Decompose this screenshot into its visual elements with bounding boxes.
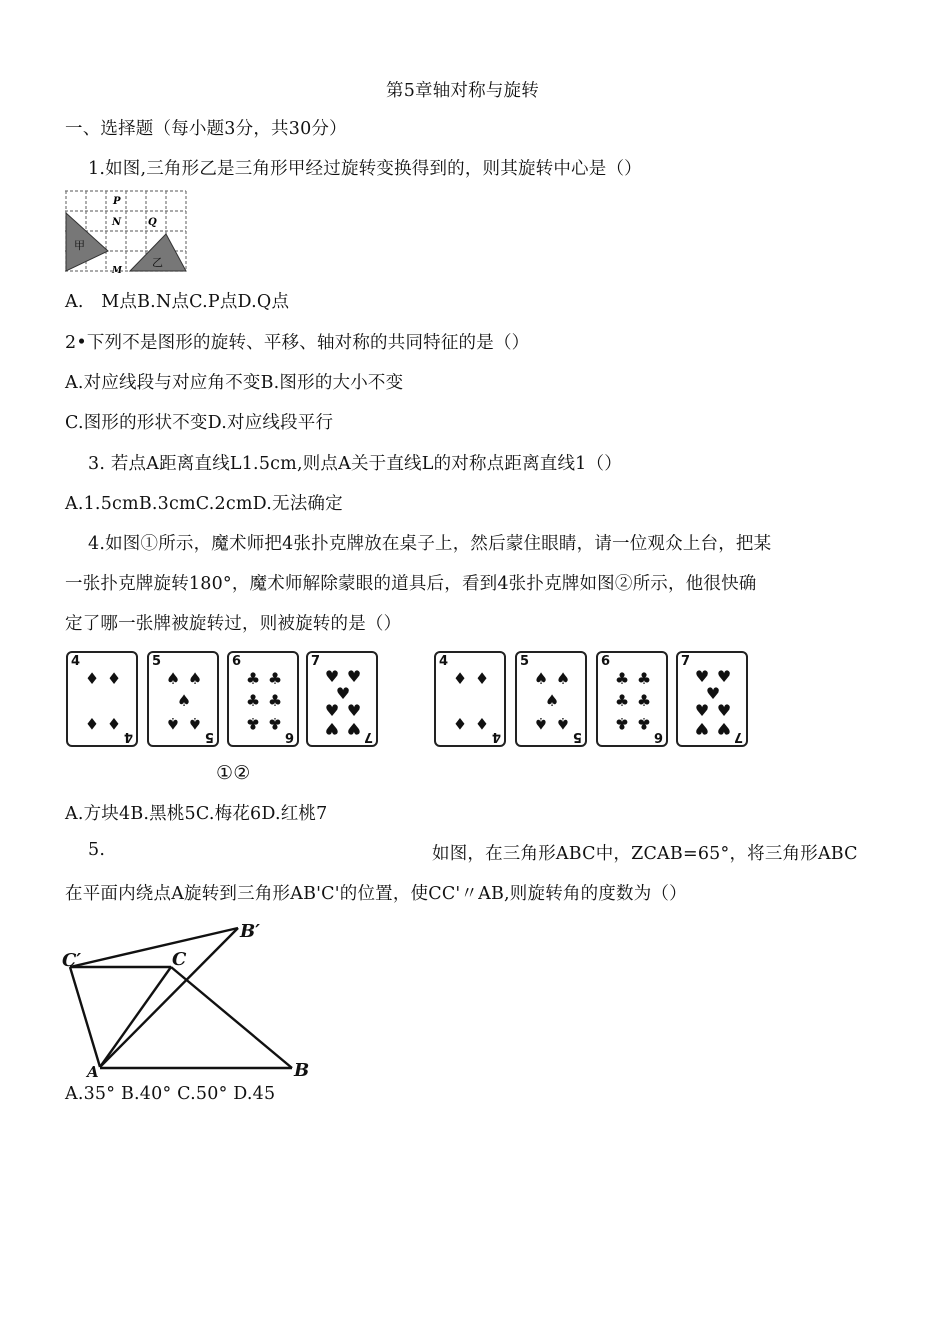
card-rank: 5 (520, 654, 530, 669)
card-rank: 6 (232, 654, 242, 669)
card-pip-icon: ♦ (452, 714, 468, 733)
card-pip-icon: ♠ (555, 714, 571, 733)
card-pip-icon: ♣ (636, 714, 652, 733)
playing-card (596, 651, 668, 747)
card-pip-icon: ♥ (694, 719, 710, 738)
card-pip-icon: ♦ (106, 669, 122, 688)
triangle-jia (66, 213, 108, 271)
card-pip-icon: ♥ (716, 719, 732, 738)
card-pip-icon: ♥ (694, 667, 710, 686)
card-pip-icon: ♠ (176, 691, 192, 710)
card-pip-icon: ♥ (716, 701, 732, 720)
section-heading: 一、选择题（每小题3分，共30分） (65, 119, 347, 139)
card-pip-icon: ♦ (106, 714, 122, 733)
q1-options: A. M点B.N点C.P点D.Q点 (65, 292, 290, 312)
card-rank: 6 (284, 729, 294, 744)
playing-card (434, 651, 506, 747)
card-pip-icon: ♦ (84, 714, 100, 733)
card-pip-icon: ♠ (555, 669, 571, 688)
card-pip-icon: ♥ (716, 667, 732, 686)
card-rank: 7 (733, 729, 743, 744)
q4-stem-2: 一张扑克牌旋转180°，魔术师解除蒙眼的道具后，看到4张扑克牌如图②所示，他很快确 (65, 574, 757, 594)
q2-options-2: C.图形的形状不变D.对应线段平行 (65, 413, 334, 433)
q1-grid-figure (64, 189, 188, 275)
card-pip-icon: ♠ (544, 691, 560, 710)
card-rank: 4 (491, 729, 501, 744)
q4-stem-1: 4.如图①所示，魔术师把4张扑克牌放在桌子上，然后蒙住眼睛，请一位观众上台，把某 (88, 534, 772, 554)
card-pip-icon: ♣ (267, 714, 283, 733)
label-yi: 乙 (152, 256, 163, 269)
card-pip-icon: ♥ (694, 701, 710, 720)
playing-card (676, 651, 748, 747)
card-pip-icon: ♠ (165, 669, 181, 688)
card-pip-icon: ♣ (636, 669, 652, 688)
card-pip-icon: ♣ (267, 691, 283, 710)
card-rank: 5 (204, 729, 214, 744)
label-a: A (87, 1063, 99, 1081)
label-m: M (112, 266, 122, 275)
card-pip-icon: ♥ (705, 684, 721, 703)
label-b-prime: B′ (240, 921, 260, 942)
card-pip-icon: ♥ (324, 701, 340, 720)
card-pip-icon: ♠ (533, 669, 549, 688)
q1-stem: 1.如图,三角形乙是三角形甲经过旋转变换得到的，则其旋转中心是（） (88, 159, 642, 179)
card-pip-icon: ♣ (614, 669, 630, 688)
card-rank: 7 (681, 654, 691, 669)
page-title: 第5章轴对称与旋转 (386, 81, 539, 101)
label-b: B (294, 1060, 310, 1081)
card-pip-icon: ♣ (614, 691, 630, 710)
label-n: N (112, 217, 122, 228)
q2-stem: 2•下列不是图形的旋转、平移、轴对称的共同特征的是（） (65, 333, 530, 353)
q4-stem-3: 定了哪一张牌被旋转过，则被旋转的是（） (65, 614, 402, 634)
card-rank: 4 (71, 654, 81, 669)
card-rank: 6 (653, 729, 663, 744)
label-c-prime: C′ (62, 950, 82, 971)
playing-card (227, 651, 299, 747)
card-pip-icon: ♦ (474, 714, 490, 733)
q5-stem-1: 如图，在三角形ABC中，ZCAB=65°，将三角形ABC (432, 844, 858, 864)
label-c: C (172, 949, 187, 970)
playing-card (515, 651, 587, 747)
card-rank: 7 (311, 654, 321, 669)
playing-card (66, 651, 138, 747)
card-pip-icon: ♦ (474, 669, 490, 688)
card-rank: 7 (363, 729, 373, 744)
label-p: P (113, 196, 121, 207)
card-pip-icon: ♠ (533, 714, 549, 733)
card-pip-icon: ♥ (346, 667, 362, 686)
card-rank: 5 (152, 654, 162, 669)
card-pip-icon: ♣ (245, 714, 261, 733)
card-pip-icon: ♥ (335, 684, 351, 703)
label-q: Q (148, 217, 157, 228)
q4-options: A.方块4B.黑桃5C.梅花6D.红桃7 (65, 804, 328, 824)
card-pip-icon: ♥ (324, 719, 340, 738)
q4-figure-caption: ①② (216, 762, 251, 784)
q5-options: A.35° B.40° C.50° D.45 (65, 1084, 276, 1104)
card-rank: 5 (572, 729, 582, 744)
q5-number: 5. (88, 840, 106, 860)
q3-stem: 3. 若点A距离直线L1.5cm,则点A关于直线L的对称点距离直线1（） (88, 454, 622, 474)
q5-stem-2: 在平面内绕点A旋转到三角形AB'C'的位置，使CC'〃AB,则旋转角的度数为（） (65, 884, 687, 904)
playing-card (306, 651, 378, 747)
card-pip-icon: ♣ (267, 669, 283, 688)
card-pip-icon: ♣ (636, 691, 652, 710)
card-rank: 6 (601, 654, 611, 669)
q3-options: A.1.5cmB.3cmC.2cmD.无法确定 (65, 494, 343, 514)
q2-options-1: A.对应线段与对应角不变B.图形的大小不变 (65, 373, 404, 393)
label-jia: 甲 (74, 239, 85, 252)
card-pip-icon: ♦ (452, 669, 468, 688)
card-rank: 4 (439, 654, 449, 669)
card-pip-icon: ♠ (187, 669, 203, 688)
card-pip-icon: ♦ (84, 669, 100, 688)
card-pip-icon: ♠ (187, 714, 203, 733)
card-pip-icon: ♣ (245, 691, 261, 710)
q5-rotation-figure (60, 913, 320, 1081)
card-pip-icon: ♥ (324, 667, 340, 686)
card-pip-icon: ♥ (346, 719, 362, 738)
card-pip-icon: ♠ (165, 714, 181, 733)
card-pip-icon: ♣ (245, 669, 261, 688)
card-pip-icon: ♥ (346, 701, 362, 720)
card-rank: 4 (123, 729, 133, 744)
playing-card (147, 651, 219, 747)
card-pip-icon: ♣ (614, 714, 630, 733)
